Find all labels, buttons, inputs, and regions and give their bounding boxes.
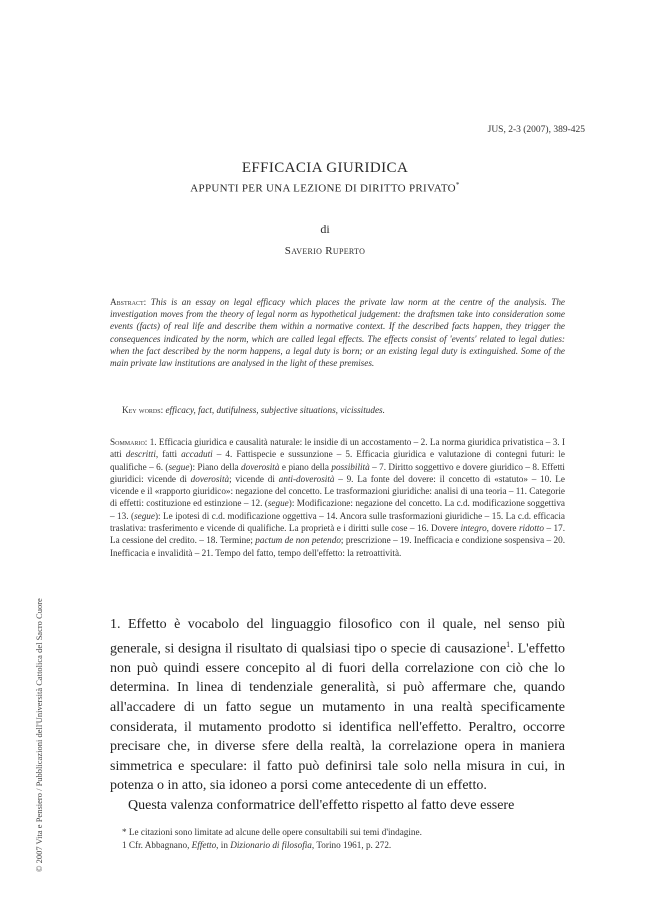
abstract-block <box>110 296 565 369</box>
subtitle-text: APPUNTI PER UNA LEZIONE DI DIRITTO PRIVATO <box>190 182 456 195</box>
summary-text: 1. Efficacia giuridica e causalità naturale: le insidie di un accostamento – 2. La norma giuridica privatistica – 3. I atti descritti, fatti accaduti – 4. Fattispecie e sussunzione – 5. Efficacia giuridica e valutazione di contegni futuri: le qualifiche – 6. (segue): Piano della doverosità e piano della possibilità – 7. Diritto soggettivo e dovere giuridico – 8. Effetti giuridici: vicende di doverosità; vicende di anti-doverosità – 9. La fonte del dovere: il concetto di «statuto» – 10. Le vicende e il «rapporto giuridico»: negazione del concetto. Le trasformazioni giuridiche: analisi di una teoria – 11. Categorie di effetti: costituzione ed estinzione – 12. (segue): Modificazione: negazione del concetto. La c.d. modificazione soggettiva – 13. (segue): Le ipotesi di c.d. modificazione oggettiva – 14. Ancora sulle trasformazioni giuridiche – 15. La c.d. efficacia traslativa: trasferimento e vicende di qualifiche. La proprietà e i diritti sulle cose – 16. Dovere integro, dovere ridotto – 17. La cessione del credito. – 18. Termine; pactum de non petendo; prescrizione – 19. Inefficacia e condizione sospensiva – 20. Inefficacia e invalidità – 21. Tempo del fatto, tempo dell'effetto: la retroattività. <box>110 437 565 558</box>
subtitle-footnote-mark: * <box>455 181 460 189</box>
body-paragraph-1: 1. Effetto è vocabolo del linguaggio filosofico con il quale, nel senso più generale, si designa il risultato di qualsiasi tipo o specie di causazione$^1$. L'effetto non può quindi essere concepito al di fuori della correlazione con ciò che lo determina. In linea di tendenziale generalità, si può affermare che, quando all'accadere di un fatto segue un mutamento in una realtà specificamente considerata, il mutamento prodotto si identifica nell'effetto. Peraltro, occorre precisare che, in diverse sfere della realtà, la correlazione opera in maniera simmetrica e speculare: il fatto può definirsi tale solo nella misura in cui, in potenza o in atto, sia idoneo a porsi come antecedente di un effetto. <box>110 617 565 794</box>
abstract-text: This is an essay on legal efficacy which places the private law norm at the centre of the analysis. The investigation moves from the theory of legal norm as hypothetical judgement: the draftsmen take into consideration some events (facts) of real life and describe them within a normative context. If the described facts happen, they trigger the consequences indicated by the norm, which are called legal effects. The effects consist of 'events' related to legal duties: when the fact described by the norm happens, a legal duty is born; or an existing legal duty is extinguished. Some of the main private law institutions are analysed in the light of these premises. <box>110 297 566 369</box>
author-name: Saverio Ruperto <box>284 245 366 257</box>
body-paragraph-2: Questa valenza conformatrice dell'effetto rispetto al fatto deve essere <box>128 798 515 813</box>
footnote-star: * Le citazioni sono limitate ad alcune delle opere consultabili sui temi d'indagine. <box>122 827 422 837</box>
footnote-1: 1 Cfr. Abbagnano, Effetto, in Dizionario di filosofia, Torino 1961, p. 272. <box>122 840 392 850</box>
keywords-block <box>122 405 562 415</box>
keywords-label: Key words: <box>122 405 164 415</box>
copyright-sidebar: © 2007 Vita e Pensiero / Pubblicazioni dell'Università Cattolica del Sacro Cuore <box>34 598 44 872</box>
summary-label: Sommario: <box>110 437 148 447</box>
article-subtitle <box>0 181 650 195</box>
journal-reference: JUS, 2-3 (2007), 389-425 <box>487 125 585 135</box>
by-line: di <box>320 222 330 236</box>
article-title: EFFICACIA GIURIDICA <box>241 160 409 176</box>
body-text <box>110 615 565 816</box>
keywords-text: efficacy, fact, dutifulness, subjective situations, vicissitudes. <box>165 405 385 415</box>
summary-block <box>110 436 565 559</box>
abstract-label: Abstract: <box>110 297 147 307</box>
footnote-ref-1: 1 <box>506 639 511 649</box>
footnotes <box>122 826 562 852</box>
